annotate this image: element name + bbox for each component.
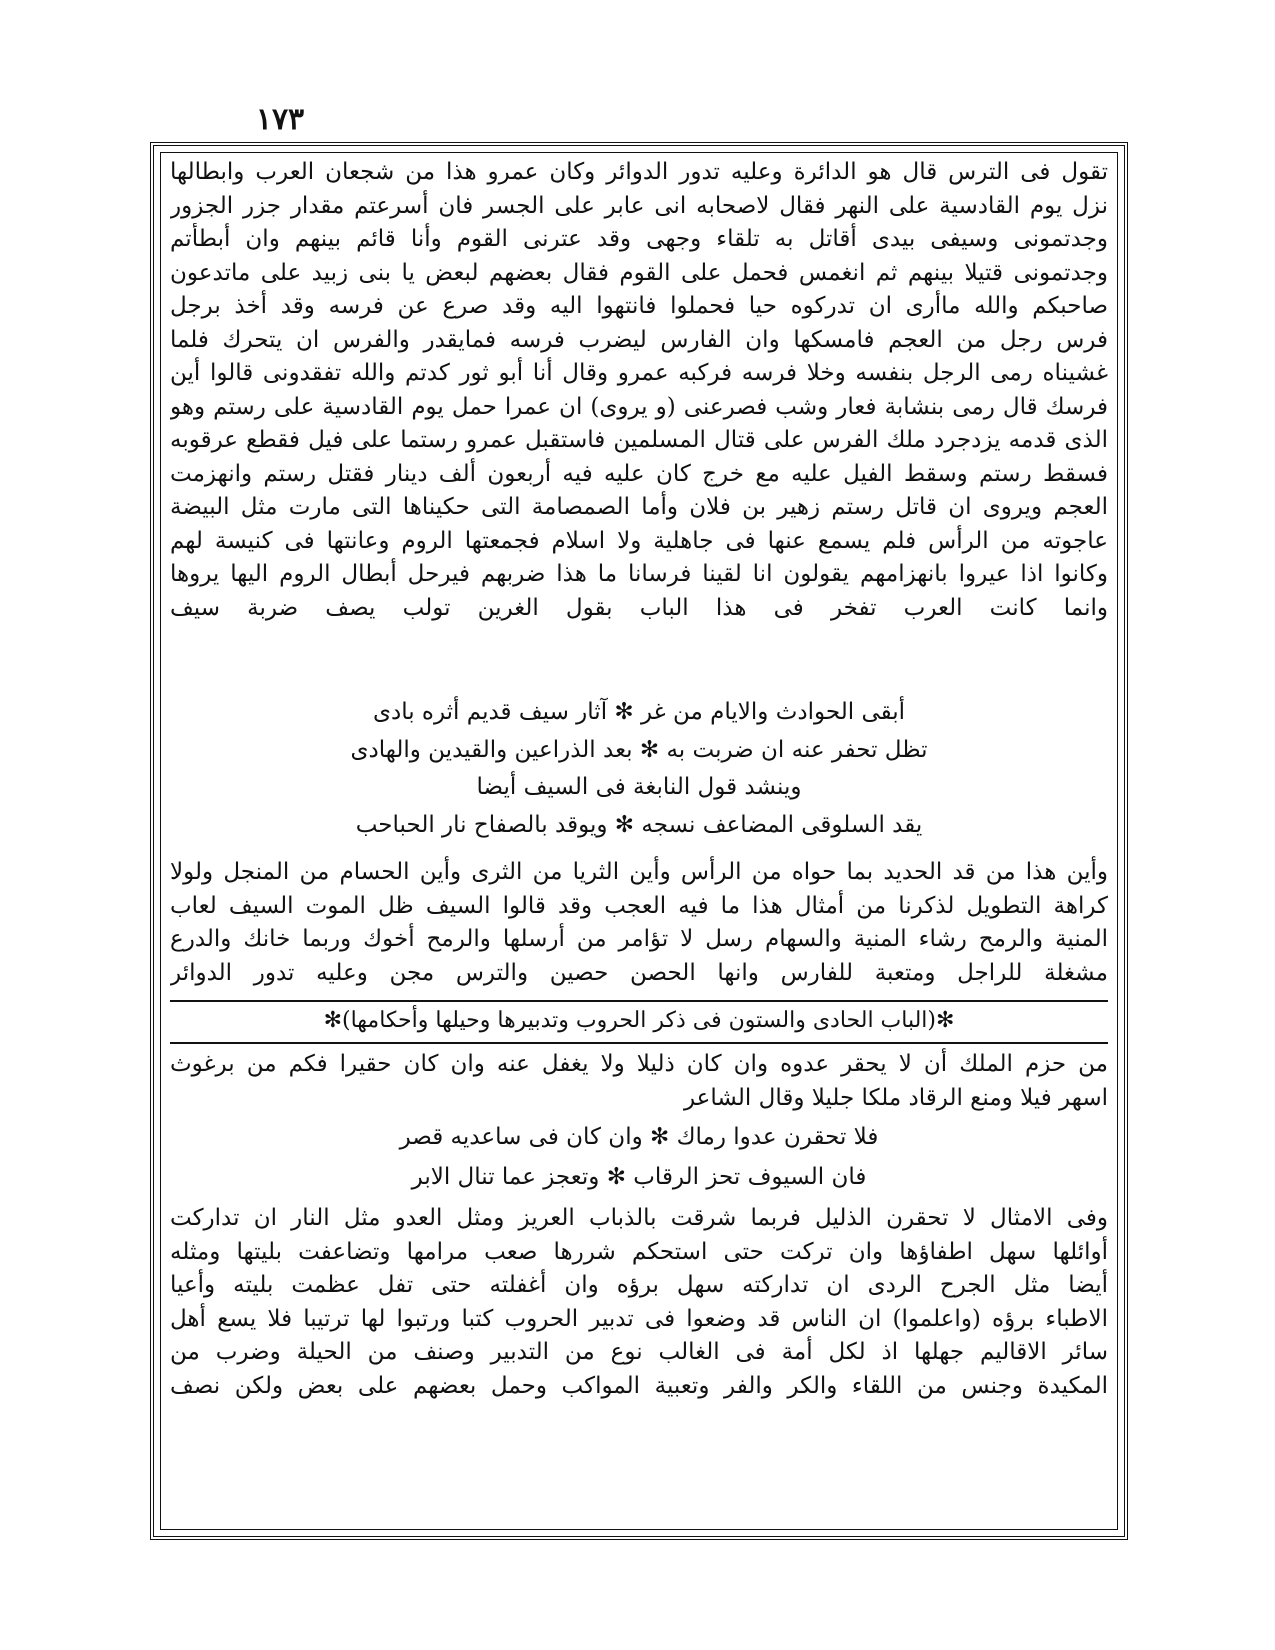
paragraph-1 xyxy=(170,156,1108,625)
text-line: وانما كانت العرب تفخر فى هذا الباب بقول الغرين تولب يصف ضربة سيف xyxy=(170,594,1108,621)
text-line: فسقط رستم وسقط الفيل عليه مع خرج كان عليه فيه أربعون ألف دينار فقتل رستم وانهزمت xyxy=(170,460,1108,487)
paragraph-2 xyxy=(170,856,1108,990)
text-line: الذى قدمه يزدجرد ملك الفرس على قتال المسلمين فاستقبل عمرو رستما على فيل فقطع عرقوبه xyxy=(170,427,1108,453)
text-line: وكانوا اذا عيروا بانهزامهم يقولون انا لقينا فرسانا ما هذا ضربهم فيرحل أبطال الروم اليها يروها xyxy=(170,561,1108,587)
text-line: كراهة التطويل لذكرنا من أمثال هذا ما فيه العجب وقد قالوا السيف ظل الموت السيف لعاب xyxy=(170,892,1108,919)
text-line: أيضا مثل الجرح الردى ان تداركته سهل برؤه وان أغفلته حتى تفل عظمت بليته وأعيا xyxy=(170,1272,1108,1298)
text-line: فرسك قال رمى بنشابة فعار وشب فصرعنى (و يروى) ان عمرا حمل يوم القادسية على رستم وهو xyxy=(170,393,1108,420)
text-line: سائر الاقاليم جهلها اذ لكل أمة فى الغالب نوع من التدبير وصنف من الحيلة وضرب من xyxy=(170,1339,1108,1365)
verse-block-2 xyxy=(170,1121,1108,1194)
chapter-heading: ✻(الباب الحادى والستون فى ذكر الحروب وتدبيرها وحيلها وأحكامها)✻ xyxy=(323,1008,955,1033)
verse-line: أبقى الحوادث والايام من غر ✻ آثار سيف قديم أثره بادى xyxy=(372,699,906,725)
verse-intro: وينشد قول النابغة فى السيف أيضا xyxy=(476,774,802,800)
heading-rule-bottom xyxy=(170,1042,1108,1044)
text-line: المنية والرمح رشاء المنية والسهام رسل لا تؤامر من أرسلها والرمح أخوك وربما خانك والدرع xyxy=(170,926,1108,952)
text-line: وجدتمونى وسيفى بيدى أقاتل به تلقاء وجهى وقد عترنى القوم وأنا قائم بينهم وان أبطأتم xyxy=(170,226,1108,252)
text-line: وجدتمونى قتيلا بينهم ثم انغمس فحمل على القوم فقال بعضهم لبعض يا بنى زبيد على ماتدعون xyxy=(170,259,1108,286)
paragraph-3 xyxy=(170,1048,1108,1115)
text-line: من حزم الملك أن لا يحقر عدوه وان كان ذليلا ولا يغفل عنه وان كان حقيرا فكم من برغوث xyxy=(170,1051,1108,1077)
verse-line: فان السيوف تحز الرقاب ✻ وتعجز عما تنال الابر xyxy=(411,1163,867,1190)
text-line: المكيدة وجنس من اللقاء والكر والفر وتعبية المواكب وحمل بعضهم على بعض ولكن نصف xyxy=(170,1372,1108,1399)
verse-line: تظل تحفر عنه ان ضربت به ✻ بعد الذراعين والقيدين والهادى xyxy=(350,736,928,763)
heading-rule-top xyxy=(170,1000,1108,1002)
verse-line: يقد السلوقى المضاعف نسجه ✻ ويوقد بالصفاح نار الحباحب xyxy=(355,811,923,838)
text-line: نزل يوم القادسية على النهر فقال لاصحابه انى عابر على الجسر فان أسرعتم مقدار جزر الجزور xyxy=(170,192,1108,219)
text-line: اسهر فيلا ومنع الرقاد ملكا جليلا وقال الشاعر xyxy=(683,1084,1108,1111)
text-line: وأين هذا من قد الحديد بما حواه من الرأس وأين الثريا من الثرى وأين الحسام من المنجل ولولا xyxy=(170,859,1108,885)
text-frame xyxy=(150,142,1128,1540)
text-line: فرس رجل من العجم فامسكها وان الفارس ليضرب فرسه فمايقدر والفرس ان يتحرك فلما xyxy=(170,326,1108,353)
text-line: مشغلة للراجل ومتعبة للفارس وانها الحصن حصين والترس مجن وعليه تدور الدوائر xyxy=(170,959,1108,986)
paragraph-4 xyxy=(170,1202,1108,1403)
page-number: ١٧٣ xyxy=(255,102,305,137)
text-line: أوائلها سهل اطفاؤها وان تركت حتى استحكم شررها صعب مرامها وتضاعفت بليتها ومثله xyxy=(170,1238,1108,1265)
text-line: غشيناه رمى الرجل بنفسه وخلا فرسه فركبه عمرو وقال أنا أبو ثور كدتم والله تفقدونى قالوا أين xyxy=(170,360,1108,386)
text-line: الاطباء برؤه (واعلموا) ان الناس قد وضعوا فى تدبير الحروب كتبا ورتبوا لها ترتيبا فلا يسع أهل xyxy=(170,1305,1108,1332)
text-line: عاجوته من الرأس فلم يسمع عنها فى جاهلية ولا اسلام فجمعتها الروم وعانتها فى كنيسة لهم xyxy=(170,527,1108,554)
text-line: صاحبكم والله ماأرى ان تدركوه حيا فحملوا فانتهوا اليه وقد صرع عن فرسه وقد أخذ برجل xyxy=(170,293,1108,319)
text-line: وفى الامثال لا تحقرن الذليل فربما شرقت بالذباب العريز ومثل العدو مثل النار ان تداركت xyxy=(170,1205,1108,1231)
text-line: تقول فى الترس قال هو الدائرة وعليه تدور الدوائر وكان عمرو هذا من شجعان العرب وابطالها xyxy=(170,159,1108,185)
verse-block-1 xyxy=(170,696,1108,842)
verse-line: فلا تحقرن عدوا رماك ✻ وان كان فى ساعديه قصر xyxy=(399,1124,879,1150)
text-line: العجم ويروى ان قاتل رستم زهير بن فلان وأما الصمصامة التى حكيناها التى مارت مثل البيضة xyxy=(170,494,1108,520)
